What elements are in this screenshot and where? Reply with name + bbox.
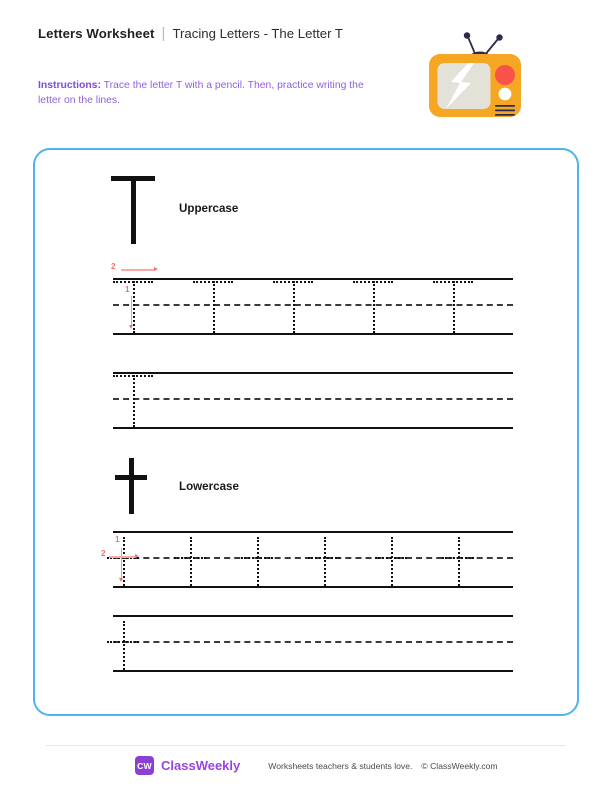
page-title-subtitle: Tracing Letters - The Letter T — [172, 26, 343, 41]
ruled-line-base — [113, 670, 513, 672]
uppercase-row-2[interactable] — [113, 372, 513, 432]
uppercase-row-1[interactable]: 2 1 — [113, 278, 513, 338]
page-title-main: Letters Worksheet — [38, 26, 155, 41]
ruled-line-top — [113, 372, 513, 374]
worksheet-card — [33, 148, 579, 716]
ruled-line-top — [113, 278, 513, 280]
uppercase-heading — [111, 172, 238, 244]
lowercase-row-1[interactable]: 1 2 — [113, 531, 513, 591]
lowercase-row-2[interactable] — [113, 615, 513, 675]
footer-copyright: © ClassWeekly.com — [421, 760, 498, 771]
classweekly-logo-badge: CW — [135, 756, 154, 775]
footer — [135, 756, 498, 775]
ruled-line-base — [113, 586, 513, 588]
ruled-line-mid — [113, 398, 513, 400]
brand-name: ClassWeekly — [161, 758, 241, 773]
ruled-line-base — [113, 427, 513, 429]
instructions-label: Instructions: — [38, 80, 101, 91]
lowercase-letter-glyph — [111, 458, 157, 514]
instructions-text — [38, 79, 368, 108]
ruled-line-top — [113, 615, 513, 617]
instructions-body: Trace the letter T with a pencil. Then, practice writing the letter on the lines. — [38, 80, 364, 106]
ruled-line-base — [113, 333, 513, 335]
ruled-line-top — [113, 531, 513, 533]
uppercase-letter-glyph — [111, 172, 157, 244]
ruled-line-mid — [113, 641, 513, 643]
title-separator: | — [161, 25, 166, 42]
lowercase-heading — [111, 458, 239, 514]
uppercase-label: Uppercase — [179, 201, 239, 215]
footer-divider — [46, 745, 566, 746]
retro-tv-icon — [424, 26, 530, 122]
lowercase-label: Lowercase — [179, 479, 239, 493]
footer-tagline: Worksheets teachers & students love. — [268, 760, 413, 771]
